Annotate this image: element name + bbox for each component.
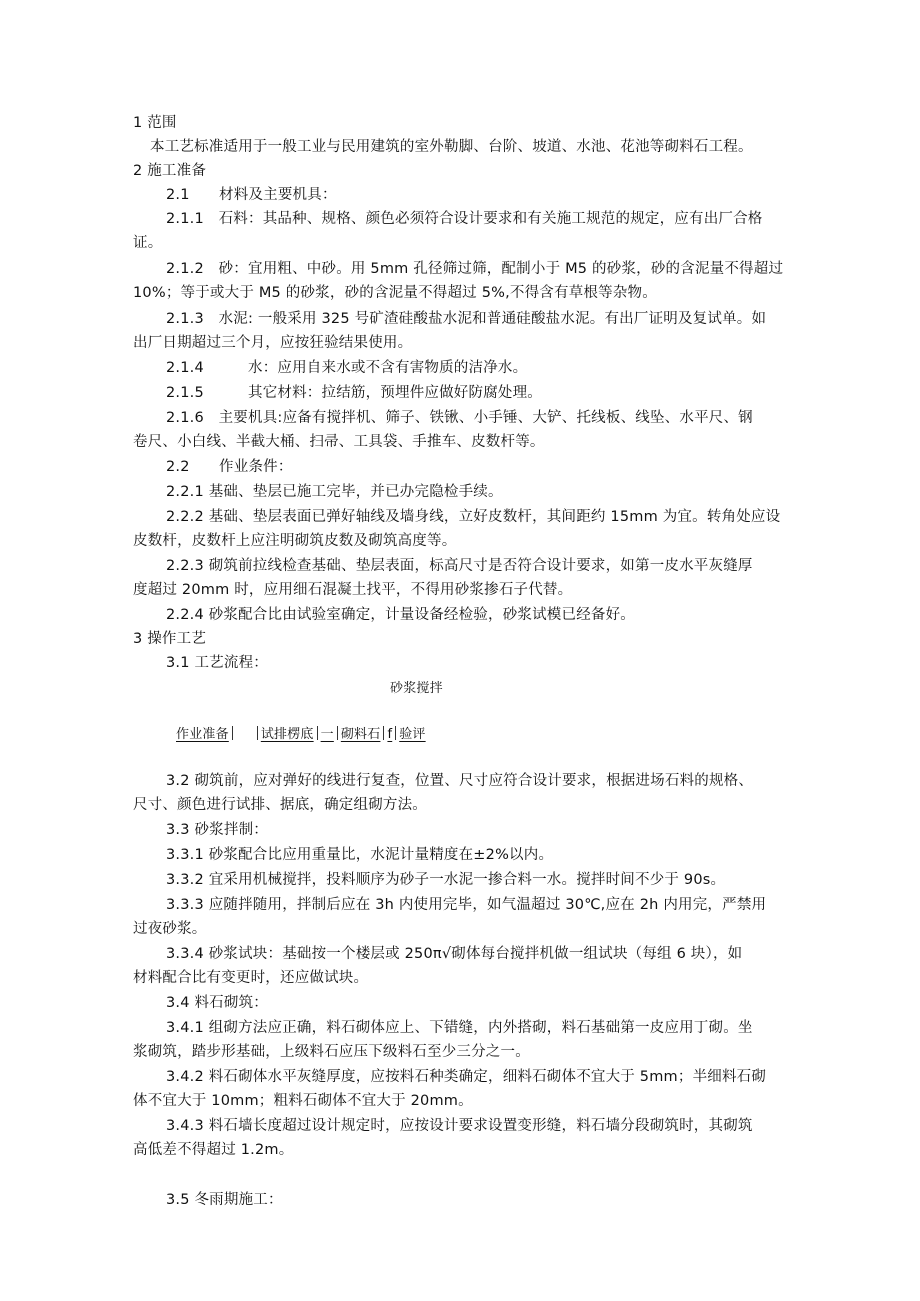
paragraph-3-3-4: 3.3.4 砂浆试块：基础按一个楼层或 250π√砌体每台搅拌机做一组试块（每组 6 块），如 xyxy=(166,946,743,962)
sub-heading-conditions: 2.2 作业条件： xyxy=(166,459,293,475)
heading-preparation: 2 施工准备 xyxy=(133,163,207,179)
scope-text: 本工艺标准适用于一般工业与民用建筑的室外勒脚、台阶、坡道、水池、花池等砌料石工程。 xyxy=(150,139,753,155)
sub-heading-stone-masonry: 3.4 料石砌筑： xyxy=(166,995,268,1011)
paragraph-water: 2.1.4 水：应用自来水或不含有害物质的洁净水。 xyxy=(166,360,528,376)
sub-heading-mortar: 3.3 砂浆拌制： xyxy=(166,822,268,838)
flow-chart-row xyxy=(176,725,426,745)
paragraph-sand: 2.1.2 砂：宜用粗、中砂。用 5mm 孔径筛过筛，配制小于 M5 的砂浆，砂的含泥量不得超过 xyxy=(166,261,784,277)
flow-divider xyxy=(317,726,318,740)
paragraph-3-4-3: 3.4.3 料石墙长度超过设计规定时，应按设计要求设置变形缝，料石墙分段砌筑时，其砌筑 xyxy=(166,1118,753,1134)
heading-scope: 1 范围 xyxy=(133,115,177,131)
flow-arrow-2: f xyxy=(387,727,393,742)
paragraph-3-3-3: 3.3.3 应随拌随用，拌制后应在 3h 内使用完毕，如气温超过 30℃,应在 2h 内用完，严禁用 xyxy=(166,897,767,913)
paragraph-tools-cont: 卷尺、小白线、半截大桶、扫帚、工具袋、手推车、皮数杆等。 xyxy=(133,434,545,450)
paragraph-3-3-3-cont: 过夜砂浆。 xyxy=(133,921,207,937)
paragraph-sand-cont: 10%；等于或大于 M5 的砂浆，砂的含泥量不得超过 5%,不得含有草根等杂物。 xyxy=(133,285,657,301)
paragraph-condition-2: 2.2.2 基础、垫层表面已弹好轴线及墙身线，立好皮数杆，其间距约 15mm 为宜。转角处应设 xyxy=(166,509,781,525)
paragraph-other-materials: 2.1.5 其它材料：拉结筋，预埋件应做好防腐处理。 xyxy=(166,385,542,401)
paragraph-tools: 2.1.6 主要机具:应备有搅拌机、筛子、铁锹、小手锤、大铲、托线板、线坠、水平尺、钢 xyxy=(166,410,753,426)
paragraph-3-4-1: 3.4.1 组砌方法应正确，料石砌体应上、下错缝，内外搭砌，料石基础第一皮应用丁砌。坐 xyxy=(166,1020,753,1036)
paragraph-condition-1: 2.2.1 基础、垫层已施工完毕，并已办完隐检手续。 xyxy=(166,484,503,500)
sub-heading-winter-rain: 3.5 冬雨期施工： xyxy=(166,1192,283,1208)
paragraph-3-4-2-cont: 体不宜大于 10mm；粗料石砌体不宜大于 20mm。 xyxy=(133,1093,473,1109)
flow-divider xyxy=(383,726,384,740)
paragraph-3-2-cont: 尺寸、颜色进行试排、据底，确定组砌方法。 xyxy=(133,797,427,813)
flow-step-prepare: 作业准备 xyxy=(176,727,229,742)
paragraph-condition-2-cont: 皮数杆，皮数杆上应注明砌筑皮数及砌筑高度等。 xyxy=(133,533,457,549)
flow-step-mortar: 砂浆搅拌 xyxy=(390,681,443,696)
sub-heading-flow: 3.1 工艺流程： xyxy=(166,655,268,671)
paragraph-cement: 2.1.3 水泥: 一般采用 325 号矿渣硅酸盐水泥和普通硅酸盐水泥。有出厂证明及复试单。如 xyxy=(166,311,767,327)
paragraph-condition-4: 2.2.4 砂浆配合比由试验室确定，计量设备经检验，砂浆试模已经备好。 xyxy=(166,607,636,623)
paragraph-condition-3: 2.2.3 砌筑前拉线检查基础、垫层表面，标高尺寸是否符合设计要求，如第一皮水平灰缝厚 xyxy=(166,558,753,574)
flow-divider xyxy=(232,726,233,740)
paragraph-stone-cont: 证。 xyxy=(133,235,163,251)
flow-divider xyxy=(395,726,396,740)
paragraph-stone: 2.1.1 石料：其品种、规格、颜色必须符合设计要求和有关施工规范的规定，应有出厂合格 xyxy=(166,211,763,227)
flow-arrow-1: 一 xyxy=(320,727,334,742)
paragraph-3-4-3-cont: 高低差不得超过 1.2m。 xyxy=(133,1142,294,1158)
flow-divider xyxy=(337,726,338,740)
sub-heading-materials: 2.1 材料及主要机具： xyxy=(166,187,337,203)
flow-divider xyxy=(257,726,258,740)
paragraph-3-3-1: 3.3.1 砂浆配合比应用重量比，水泥计量精度在±2%以内。 xyxy=(166,847,554,863)
paragraph-3-3-4-cont: 材料配合比有变更时，还应做试块。 xyxy=(133,970,369,986)
paragraph-3-2: 3.2 砌筑前，应对弹好的线进行复查，位置、尺寸应符合设计要求，根据进场石料的规格、 xyxy=(166,773,754,789)
paragraph-3-4-1-cont: 浆砌筑，踏步形基础，上级料石应压下级料石至少三分之一。 xyxy=(133,1044,530,1060)
flow-step-trial: 试排楞底 xyxy=(260,727,314,742)
flow-step-inspect: 验评 xyxy=(399,727,426,742)
flow-step-masonry: 砌料石 xyxy=(340,727,381,742)
paragraph-3-3-2: 3.3.2 宜采用机械搅拌，投料顺序为砂子一水泥一掺合料一水。搅拌时间不少于 90s。 xyxy=(166,872,726,888)
paragraph-condition-3-cont: 度超过 20mm 时，应用细石混凝土找平，不得用砂浆掺石子代替。 xyxy=(133,582,573,598)
heading-process: 3 操作工艺 xyxy=(133,631,207,647)
paragraph-3-4-2: 3.4.2 料石砌体水平灰缝厚度，应按料石种类确定，细料石砌体不宜大于 5mm；半细料石砌 xyxy=(166,1069,767,1085)
paragraph-cement-cont: 出厂日期超过三个月，应按狂验结果使用。 xyxy=(133,335,413,351)
